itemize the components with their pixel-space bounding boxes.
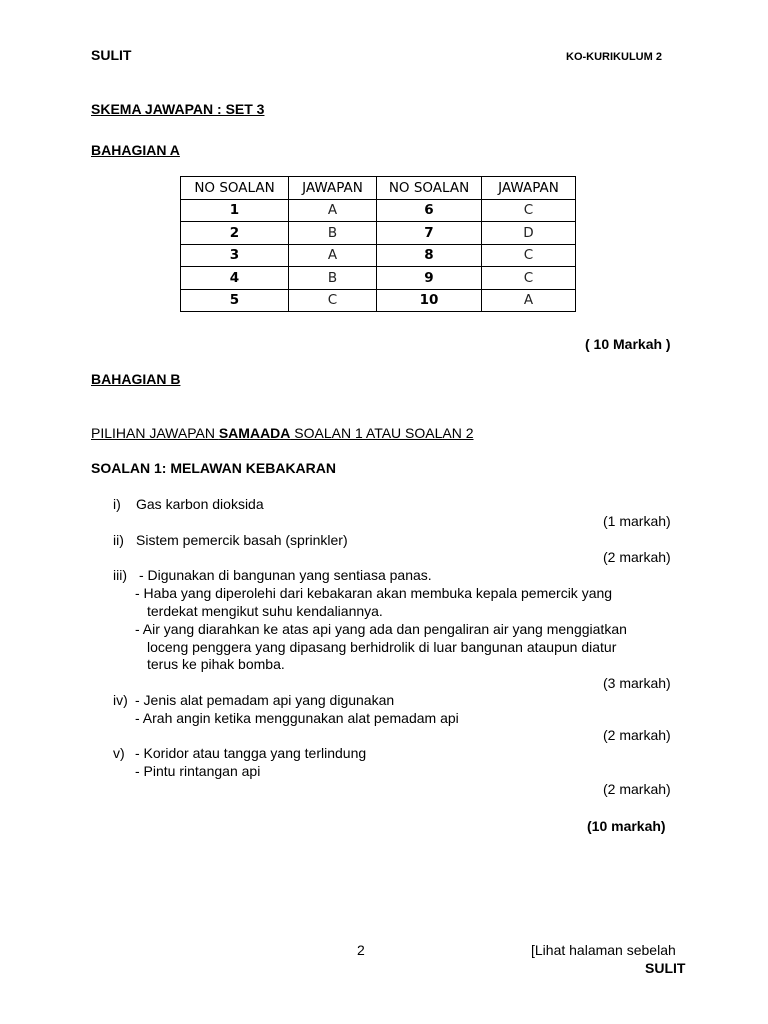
- table-row: [181, 289, 576, 312]
- item-text: - Digunakan di bangunan yang sentiasa panas.: [139, 567, 432, 583]
- item-text: Gas karbon dioksida: [136, 496, 264, 512]
- question-number: 10: [377, 289, 482, 312]
- header-sulit: SULIT: [91, 47, 132, 63]
- table-row: [181, 199, 576, 222]
- question-number: 8: [377, 244, 482, 267]
- item-marks: (2 markah): [603, 727, 671, 743]
- column-header: NO SOALAN: [377, 177, 482, 200]
- question-number: 3: [181, 244, 289, 267]
- section-b-total: (10 markah): [587, 818, 666, 834]
- item-marks: (2 markah): [603, 781, 671, 797]
- table-header-row: [181, 177, 576, 200]
- answer-cell: A: [482, 289, 576, 312]
- column-header: NO SOALAN: [181, 177, 289, 200]
- answer-table: [180, 176, 576, 312]
- question-number: 9: [377, 267, 482, 290]
- section-a-marks: ( 10 Markah ): [585, 336, 671, 352]
- item-text: terus ke pihak bomba.: [147, 656, 285, 672]
- item-text: - Koridor atau tangga yang terlindung: [135, 745, 367, 761]
- question-number: 5: [181, 289, 289, 312]
- question-number: 6: [377, 199, 482, 222]
- column-header: JAWAPAN: [289, 177, 377, 200]
- item-label: iii): [113, 567, 127, 583]
- item-marks: (2 markah): [603, 549, 671, 565]
- item-text: - Jenis alat pemadam api yang digunakan: [135, 692, 395, 708]
- answer-cell: B: [289, 267, 377, 290]
- item-label: iv): [113, 692, 128, 708]
- answer-cell: C: [289, 289, 377, 312]
- answer-cell: C: [482, 267, 576, 290]
- section-a-heading: BAHAGIAN A: [91, 142, 180, 158]
- item-label: ii): [113, 532, 124, 548]
- table-row: [181, 222, 576, 245]
- item-text: terdekat mengikut suhu kendaliannya.: [147, 603, 383, 619]
- item-text: - Arah angin ketika menggunakan alat pemadam api: [135, 710, 459, 726]
- question-number: 4: [181, 267, 289, 290]
- item-text: - Air yang diarahkan ke atas api yang ada dan pengaliran air yang menggiatkan: [135, 621, 627, 637]
- table-row: [181, 244, 576, 267]
- instruction-text: PILIHAN JAWAPAN: [91, 425, 219, 441]
- answer-cell: B: [289, 222, 377, 245]
- section-b-instruction: [91, 425, 474, 441]
- instruction-emphasis: SAMAADA: [218, 425, 291, 441]
- item-marks: (1 markah): [603, 513, 671, 529]
- answer-cell: A: [289, 199, 377, 222]
- item-text: - Haba yang diperolehi dari kebakaran akan membuka kepala pemercik yang: [135, 585, 613, 601]
- item-text: loceng penggera yang dipasang berhidrolik di luar bangunan ataupun diatur: [147, 639, 617, 655]
- item-label: v): [113, 745, 125, 761]
- page-number: 2: [357, 942, 365, 958]
- column-header: JAWAPAN: [482, 177, 576, 200]
- page-title: SKEMA JAWAPAN : SET 3: [91, 101, 265, 117]
- item-text: Sistem pemercik basah (sprinkler): [136, 532, 348, 548]
- question-number: 7: [377, 222, 482, 245]
- instruction-text: SOALAN 1 ATAU SOALAN 2: [290, 425, 474, 441]
- question-number: 1: [181, 199, 289, 222]
- table-row: [181, 267, 576, 290]
- answer-cell: A: [289, 244, 377, 267]
- answer-cell: D: [482, 222, 576, 245]
- footer-sulit: SULIT: [645, 960, 686, 976]
- question-title: SOALAN 1: MELAWAN KEBAKARAN: [91, 460, 336, 476]
- answer-cell: C: [482, 244, 576, 267]
- item-marks: (3 markah): [603, 675, 671, 691]
- section-b-heading: BAHAGIAN B: [91, 371, 181, 387]
- header-subject: KO-KURIKULUM 2: [566, 51, 662, 63]
- question-number: 2: [181, 222, 289, 245]
- answer-cell: C: [482, 199, 576, 222]
- footer-next: [Lihat halaman sebelah: [531, 942, 676, 958]
- item-label: i): [113, 496, 121, 512]
- item-text: - Pintu rintangan api: [135, 763, 261, 779]
